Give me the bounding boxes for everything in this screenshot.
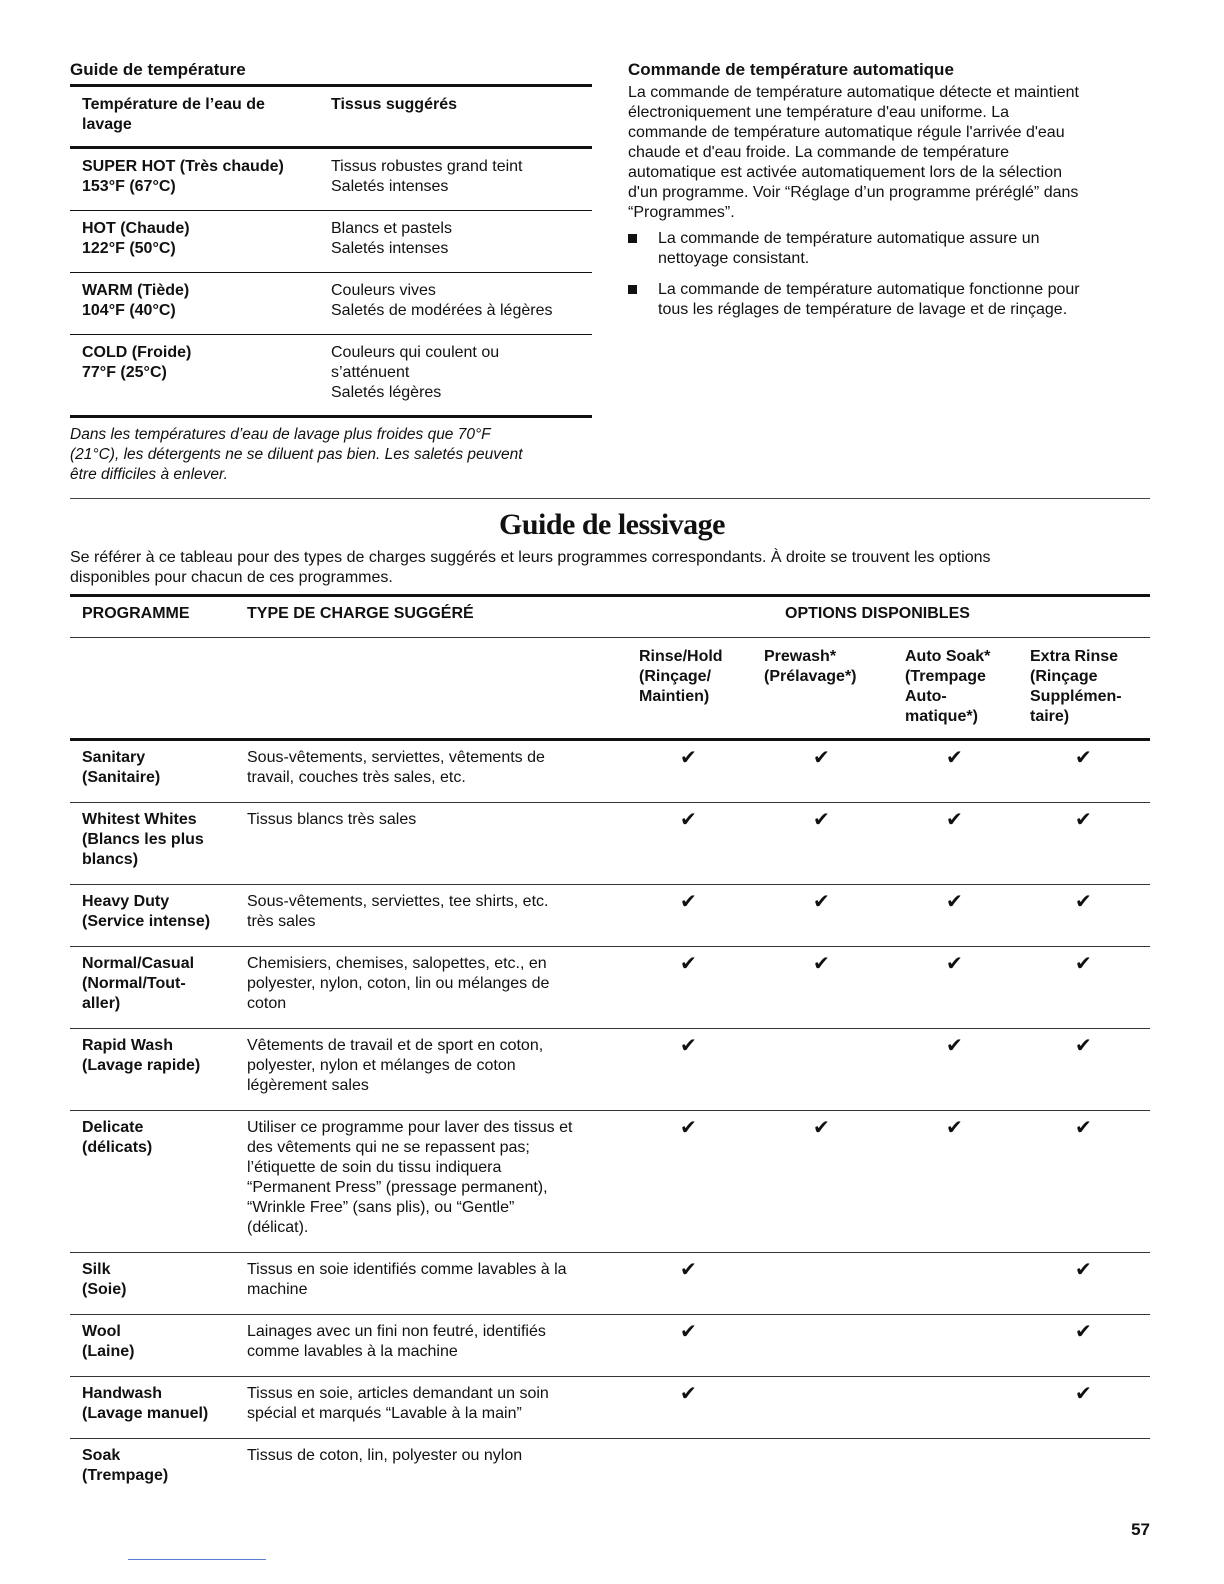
- load-line: travail, couches très sales, etc.: [247, 769, 466, 786]
- laundry-table-top-rule: [70, 594, 1150, 597]
- program-name: [82, 954, 194, 1014]
- header-line: Température de l’eau de: [82, 96, 265, 113]
- temperature-guide-title: Guide de température: [70, 60, 246, 79]
- bullet-line: La commande de température automatique assure un: [658, 230, 1040, 247]
- option-line: matique*): [905, 708, 978, 725]
- load-line: Lainages avec un fini non feutré, identifiés: [247, 1323, 546, 1340]
- section-separator: [70, 498, 1150, 499]
- program-line: Wool: [82, 1323, 121, 1340]
- load-description: [247, 810, 416, 830]
- check-icon: ✔: [1075, 747, 1092, 769]
- program-line: Handwash: [82, 1385, 163, 1402]
- temp-row-3-fabrics: [331, 281, 552, 321]
- program-line: (Blancs les plus: [82, 831, 204, 848]
- col-header-program: PROGRAMME: [82, 605, 190, 622]
- fabric-line: Saletés légères: [331, 384, 442, 401]
- option-line: Extra Rinse: [1030, 648, 1119, 665]
- load-line: Tissus blancs très sales: [247, 811, 417, 828]
- laundry-header-rule: [70, 738, 1150, 741]
- laundry-guide-intro: [70, 548, 1150, 588]
- load-line: des vêtements qui ne se repassent pas;: [247, 1139, 530, 1156]
- row-divider: [70, 1438, 1150, 1439]
- row-divider: [70, 1314, 1150, 1315]
- program-name: [82, 1384, 208, 1424]
- program-line: (Lavage manuel): [82, 1405, 209, 1422]
- note-line: (21°C), les détergents ne se diluent pas bien. Les saletés peuvent: [70, 446, 523, 463]
- program-line: (Service intense): [82, 913, 211, 930]
- auto-temp-paragraph: [628, 83, 1148, 223]
- bullet-line: nettoyage consistant.: [658, 250, 810, 267]
- program-line: Normal/Casual: [82, 955, 195, 972]
- option-header-extra-rinse: [1030, 647, 1122, 727]
- option-line: (Prélavage*): [764, 668, 857, 685]
- bullet-line: tous les réglages de température de lavage et de rinçage.: [658, 301, 1068, 318]
- option-header-rinse-hold: [639, 647, 723, 707]
- check-icon: ✔: [1075, 1259, 1092, 1281]
- paragraph-line: “Programmes”.: [628, 204, 735, 221]
- check-icon: ✔: [946, 891, 963, 913]
- temperature-table-bottom-rule: [70, 415, 592, 418]
- load-line: spécial et marqués “Lavable à la main”: [247, 1405, 522, 1422]
- fabric-line: Saletés de modérées à légères: [331, 302, 553, 319]
- temp-value: 153°F (67°C): [82, 178, 176, 195]
- program-line: (Lavage rapide): [82, 1057, 201, 1074]
- program-line: blancs): [82, 851, 139, 868]
- col-header-load: TYPE DE CHARGE SUGGÉRÉ: [247, 605, 474, 622]
- option-line: Supplémen-: [1030, 688, 1122, 705]
- check-icon: ✔: [680, 747, 697, 769]
- intro-line: Se référer à ce tableau pour des types de charges suggérés et leurs programmes correspondants. À droite se trouvent les options: [70, 549, 991, 566]
- check-icon: ✔: [813, 809, 830, 831]
- check-icon: ✔: [680, 1383, 697, 1405]
- bullet-square-icon: [628, 234, 637, 243]
- load-line: “Permanent Press” (pressage permanent),: [247, 1179, 548, 1196]
- bullet-square-icon: [628, 285, 637, 294]
- laundry-header-divider: [70, 637, 1150, 638]
- load-line: (délicat).: [247, 1219, 309, 1236]
- load-description: [247, 1446, 522, 1466]
- temp-row-4-fabrics: [331, 343, 499, 403]
- load-line: Chemisiers, chemises, salopettes, etc., en: [247, 955, 547, 972]
- row-divider: [70, 802, 1150, 803]
- load-line: coton: [247, 995, 287, 1012]
- row-divider: [70, 884, 1150, 885]
- program-name: [82, 1322, 134, 1362]
- option-line: taire): [1030, 708, 1070, 725]
- check-icon: ✔: [1075, 1117, 1092, 1139]
- fabric-line: Couleurs vives: [331, 282, 436, 299]
- laundry-guide-title: Guide de lessivage: [498, 508, 725, 541]
- temp-label: WARM (Tiède): [82, 282, 190, 299]
- load-description: [247, 748, 545, 788]
- load-line: Tissus en soie identifiés comme lavables à la: [247, 1261, 567, 1278]
- program-line: Rapid Wash: [82, 1037, 173, 1054]
- check-icon: ✔: [813, 953, 830, 975]
- temperature-header-fabrics: [331, 95, 457, 115]
- program-line: (Sanitaire): [82, 769, 161, 786]
- fabric-line: s’atténuent: [331, 364, 410, 381]
- load-description: [247, 1384, 549, 1424]
- page-number: 57: [1131, 1520, 1150, 1539]
- check-icon: ✔: [946, 809, 963, 831]
- paragraph-line: électroniquement une température d'eau uniforme. La: [628, 104, 1010, 121]
- load-line: comme lavables à la machine: [247, 1343, 458, 1360]
- load-line: Utiliser ce programme pour laver des tissus et: [247, 1119, 573, 1136]
- fabric-line: Saletés intenses: [331, 178, 449, 195]
- paragraph-line: commande de température automatique régule l'arrivée d'eau: [628, 124, 1065, 141]
- load-line: polyester, nylon, coton, lin ou mélanges de: [247, 975, 550, 992]
- temp-row-2-fabrics: [331, 219, 452, 259]
- program-line: (délicats): [82, 1139, 153, 1156]
- load-line: très sales: [247, 913, 316, 930]
- program-line: Delicate: [82, 1119, 144, 1136]
- load-description: [247, 892, 548, 932]
- header-line: lavage: [82, 116, 132, 133]
- row-divider: [70, 1376, 1150, 1377]
- program-line: Silk: [82, 1261, 111, 1278]
- temp-label: HOT (Chaude): [82, 220, 190, 237]
- load-description: [247, 1118, 572, 1238]
- temperature-header-rule: [70, 146, 592, 149]
- program-line: (Trempage): [82, 1467, 169, 1484]
- option-header-prewash: [764, 647, 857, 687]
- program-line: Heavy Duty: [82, 893, 170, 910]
- load-line: Tissus en soie, articles demandant un soin: [247, 1385, 549, 1402]
- auto-temp-bullet-1: [658, 229, 1148, 269]
- temp-label: COLD (Froide): [82, 344, 192, 361]
- option-line: Auto-: [905, 688, 947, 705]
- temperature-row-divider: [70, 272, 592, 273]
- program-name: [82, 810, 204, 870]
- load-line: machine: [247, 1281, 308, 1298]
- check-icon: ✔: [680, 1035, 697, 1057]
- temperature-note: [70, 425, 523, 485]
- intro-line: disponibles pour chacun de ces programmes.: [70, 569, 393, 586]
- option-line: Rinse/Hold: [639, 648, 723, 665]
- program-line: (Laine): [82, 1343, 135, 1360]
- program-name: [82, 1036, 200, 1076]
- col-header-options: OPTIONS DISPONIBLES: [785, 605, 970, 622]
- auto-temp-title: Commande de température automatique: [628, 60, 954, 79]
- load-line: “Wrinkle Free” (sans plis), ou “Gentle”: [247, 1199, 515, 1216]
- paragraph-line: automatique est activée automatiquement lors de la sélection: [628, 164, 1063, 181]
- check-icon: ✔: [680, 1321, 697, 1343]
- check-icon: ✔: [813, 1117, 830, 1139]
- temp-value: 122°F (50°C): [82, 240, 176, 257]
- bullet-line: La commande de température automatique fonctionne pour: [658, 281, 1080, 298]
- fabric-line: Tissus robustes grand teint: [331, 158, 523, 175]
- option-line: Auto Soak*: [905, 648, 991, 665]
- fabric-line: Saletés intenses: [331, 240, 449, 257]
- note-line: être difficiles à enlever.: [70, 466, 228, 483]
- temp-value: 104°F (40°C): [82, 302, 176, 319]
- paragraph-line: chaude et d'eau froide. La commande de température: [628, 144, 1010, 161]
- temp-row-2-temp: [82, 219, 190, 259]
- check-icon: ✔: [1075, 1035, 1092, 1057]
- option-line: (Rinçage/: [639, 668, 712, 685]
- row-divider: [70, 1252, 1150, 1253]
- temperature-row-divider: [70, 210, 592, 211]
- load-line: Tissus de coton, lin, polyester ou nylon: [247, 1447, 523, 1464]
- paragraph-line: d'un programme. Voir “Réglage d’un programme préréglé” dans: [628, 184, 1079, 201]
- load-line: Vêtements de travail et de sport en coton,: [247, 1037, 544, 1054]
- temperature-table-top-rule: [70, 84, 592, 87]
- load-description: [247, 1322, 546, 1362]
- check-icon: ✔: [680, 953, 697, 975]
- row-divider: [70, 946, 1150, 947]
- temp-value: 77°F (25°C): [82, 364, 167, 381]
- program-line: aller): [82, 995, 121, 1012]
- check-icon: ✔: [946, 953, 963, 975]
- check-icon: ✔: [813, 747, 830, 769]
- temp-row-1-fabrics: [331, 157, 523, 197]
- option-line: Prewash*: [764, 648, 837, 665]
- temp-row-4-temp: [82, 343, 191, 383]
- load-description: [247, 1036, 543, 1096]
- header-line: Tissus suggérés: [331, 96, 457, 113]
- option-line: Maintien): [639, 688, 710, 705]
- load-line: Sous-vêtements, serviettes, vêtements de: [247, 749, 545, 766]
- program-name: [82, 1446, 168, 1486]
- program-name: [82, 748, 160, 788]
- check-icon: ✔: [680, 891, 697, 913]
- program-line: Sanitary: [82, 749, 146, 766]
- temp-label: SUPER HOT (Très chaude): [82, 158, 284, 175]
- row-divider: [70, 1028, 1150, 1029]
- program-line: Soak: [82, 1447, 121, 1464]
- program-name: [82, 892, 210, 932]
- check-icon: ✔: [946, 1117, 963, 1139]
- check-icon: ✔: [1075, 891, 1092, 913]
- check-icon: ✔: [1075, 809, 1092, 831]
- option-header-auto-soak: [905, 647, 990, 727]
- load-line: légèrement sales: [247, 1077, 369, 1094]
- temp-row-3-temp: [82, 281, 189, 321]
- paragraph-line: La commande de température automatique détecte et maintient: [628, 84, 1079, 101]
- note-line: Dans les températures d’eau de lavage plus froides que 70°F: [70, 426, 491, 443]
- option-line: (Rinçage: [1030, 668, 1098, 685]
- check-icon: ✔: [1075, 1321, 1092, 1343]
- fabric-line: Blancs et pastels: [331, 220, 452, 237]
- temperature-header-water: [82, 95, 265, 135]
- option-line: (Trempage: [905, 668, 986, 685]
- program-line: (Normal/Tout-: [82, 975, 186, 992]
- load-description: [247, 1260, 567, 1300]
- check-icon: ✔: [946, 1035, 963, 1057]
- program-line: (Soie): [82, 1281, 127, 1298]
- check-icon: ✔: [680, 1117, 697, 1139]
- temp-row-1-temp: [82, 157, 284, 197]
- row-divider: [70, 1110, 1150, 1111]
- temperature-row-divider: [70, 334, 592, 335]
- load-line: polyester, nylon et mélanges de coton: [247, 1057, 516, 1074]
- check-icon: ✔: [680, 809, 697, 831]
- check-icon: ✔: [1075, 1383, 1092, 1405]
- load-line: l’étiquette de soin du tissu indiquera: [247, 1159, 502, 1176]
- load-description: [247, 954, 549, 1014]
- check-icon: ✔: [813, 891, 830, 913]
- check-icon: ✔: [1075, 953, 1092, 975]
- program-name: [82, 1260, 126, 1300]
- load-line: Sous-vêtements, serviettes, tee shirts, etc.: [247, 893, 549, 910]
- program-name: [82, 1118, 152, 1158]
- check-icon: ✔: [946, 747, 963, 769]
- footer-underline: [128, 1559, 266, 1560]
- fabric-line: Couleurs qui coulent ou: [331, 344, 500, 361]
- check-icon: ✔: [680, 1259, 697, 1281]
- auto-temp-bullet-2: [658, 280, 1148, 320]
- program-line: Whitest Whites: [82, 811, 197, 828]
